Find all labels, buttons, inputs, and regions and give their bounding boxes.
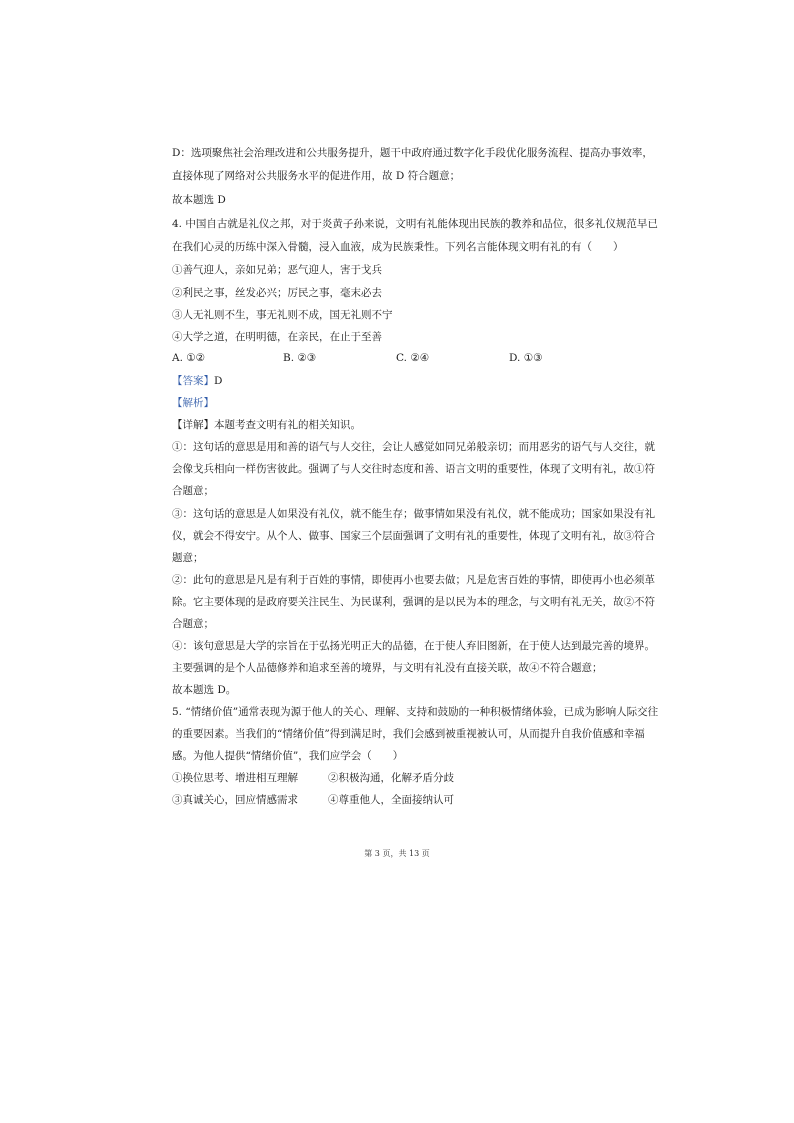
q5-stem-line-3: 感。为他人提供“情绪价值”，我们应学会（ ） [172,750,404,762]
explain-1-line-1: ①：这句话的意思是用和善的语气与人交往，会让人感觉如同兄弟般亲切；而用恶劣的语气与人交往，就 [172,441,655,453]
explain-3-line-2: 仪，就会不得安宁。从个人、做事、国家三个层面强调了文明有礼的重要性，体现了文明有礼，故③符合 [172,530,655,542]
option-d-explanation-line-2: 直接体现了网络对公共服务水平的促进作用，故 D 符合题意； [172,170,461,182]
q4-statement-2: ②利民之事，丝发必兴；厉民之事，毫末必去 [172,287,382,299]
detail-tag: 【详解】 [172,419,214,431]
q4-option-a: A. ①② [172,352,206,364]
q4-option-d: D. ①③ [509,352,543,364]
analysis-tag: 【解析】 [172,397,214,409]
explain-2-line-3: 合题意； [172,618,214,630]
explain-3-line-3: 题意； [172,552,204,564]
detail-text: 本题考查文明有礼的相关知识。 [214,419,361,431]
explain-3-line-1: ③：这句话的意思是人如果没有礼仪，就不能生存；做事情如果没有礼仪，就不能成功；国家如果没有礼 [172,508,655,520]
page-footer: 第 3 页，共 13 页 [364,849,430,858]
answer-tag: 【答案】 [172,375,214,387]
q4-statement-1: ①善气迎人，亲如兄弟；恶气迎人，害于戈兵 [172,264,382,276]
explain-1-line-3: 合题意； [172,485,214,497]
q5-statement-4: ④尊重他人，全面接纳认可 [328,794,454,806]
q4-stem-line-1: 4. 中国自古就是礼仪之邦，对于炎黄子孙来说，文明有礼能体现出民族的教养和品位，很多礼仪规范早已 [172,218,658,230]
q5-statement-1: ①换位思考、增进相互理解 [172,772,298,784]
q4-statement-4: ④大学之道，在明明德，在亲民，在止于至善 [172,331,382,343]
q4-detail [172,418,361,432]
q4-conclusion: 故本题选 D。 [172,684,237,696]
q4-stem-line-2: 在我们心灵的历练中深入骨髓，浸入血液，成为民族秉性。下列名言能体现文明有礼的有（ ） [172,241,624,253]
q5-stem-line-2: 的重要因素。当我们的“情绪价值”得到满足时，我们会感到被重视被认可，从而提升自我价值感和幸福 [172,728,645,740]
q5-stem-line-1: 5. “情绪价值”通常表现为源于他人的关心、理解、支持和鼓励的一种积极情绪体验，已成为影响人际交往 [172,706,659,718]
q4-analysis-heading [172,396,214,410]
q3-conclusion: 故本题选 D [172,194,226,206]
explain-4-line-1: ④：该句意思是大学的宗旨在于弘扬光明正大的品德，在于使人弃旧图新，在于使人达到最完善的境界。 [172,640,655,652]
explain-2-line-1: ②：此句的意思是凡是有利于百姓的事情，即使再小也要去做；凡是危害百姓的事情，即使再小也必须革 [172,574,655,586]
q4-option-b: B. ②③ [283,352,317,364]
answer-value: D [214,375,223,387]
explain-2-line-2: 除。它主要体现的是政府要关注民生、为民谋利，强调的是以民为本的理念，与文明有礼无关，故②不符 [172,596,655,608]
q5-statement-3: ③真诚关心，回应情感需求 [172,794,298,806]
explain-4-line-2: 主要强调的是个人品德修养和追求至善的境界，与文明有礼没有直接关联，故④不符合题意； [172,662,603,674]
option-d-explanation-line-1: D：选项聚焦社会治理改进和公共服务提升，题干中政府通过数字化手段优化服务流程、提高办事效率， [172,147,653,159]
explain-1-line-2: 会像戈兵相向一样伤害彼此。强调了与人交往时态度和善、语言文明的重要性，体现了文明有礼，故①符 [172,463,655,475]
q5-statement-2: ②积极沟通，化解矛盾分歧 [328,772,454,784]
q4-statement-3: ③人无礼则不生，事无礼则不成，国无礼则不宁 [172,309,393,321]
q4-answer [172,374,222,388]
q4-option-c: C. ②④ [396,352,430,364]
